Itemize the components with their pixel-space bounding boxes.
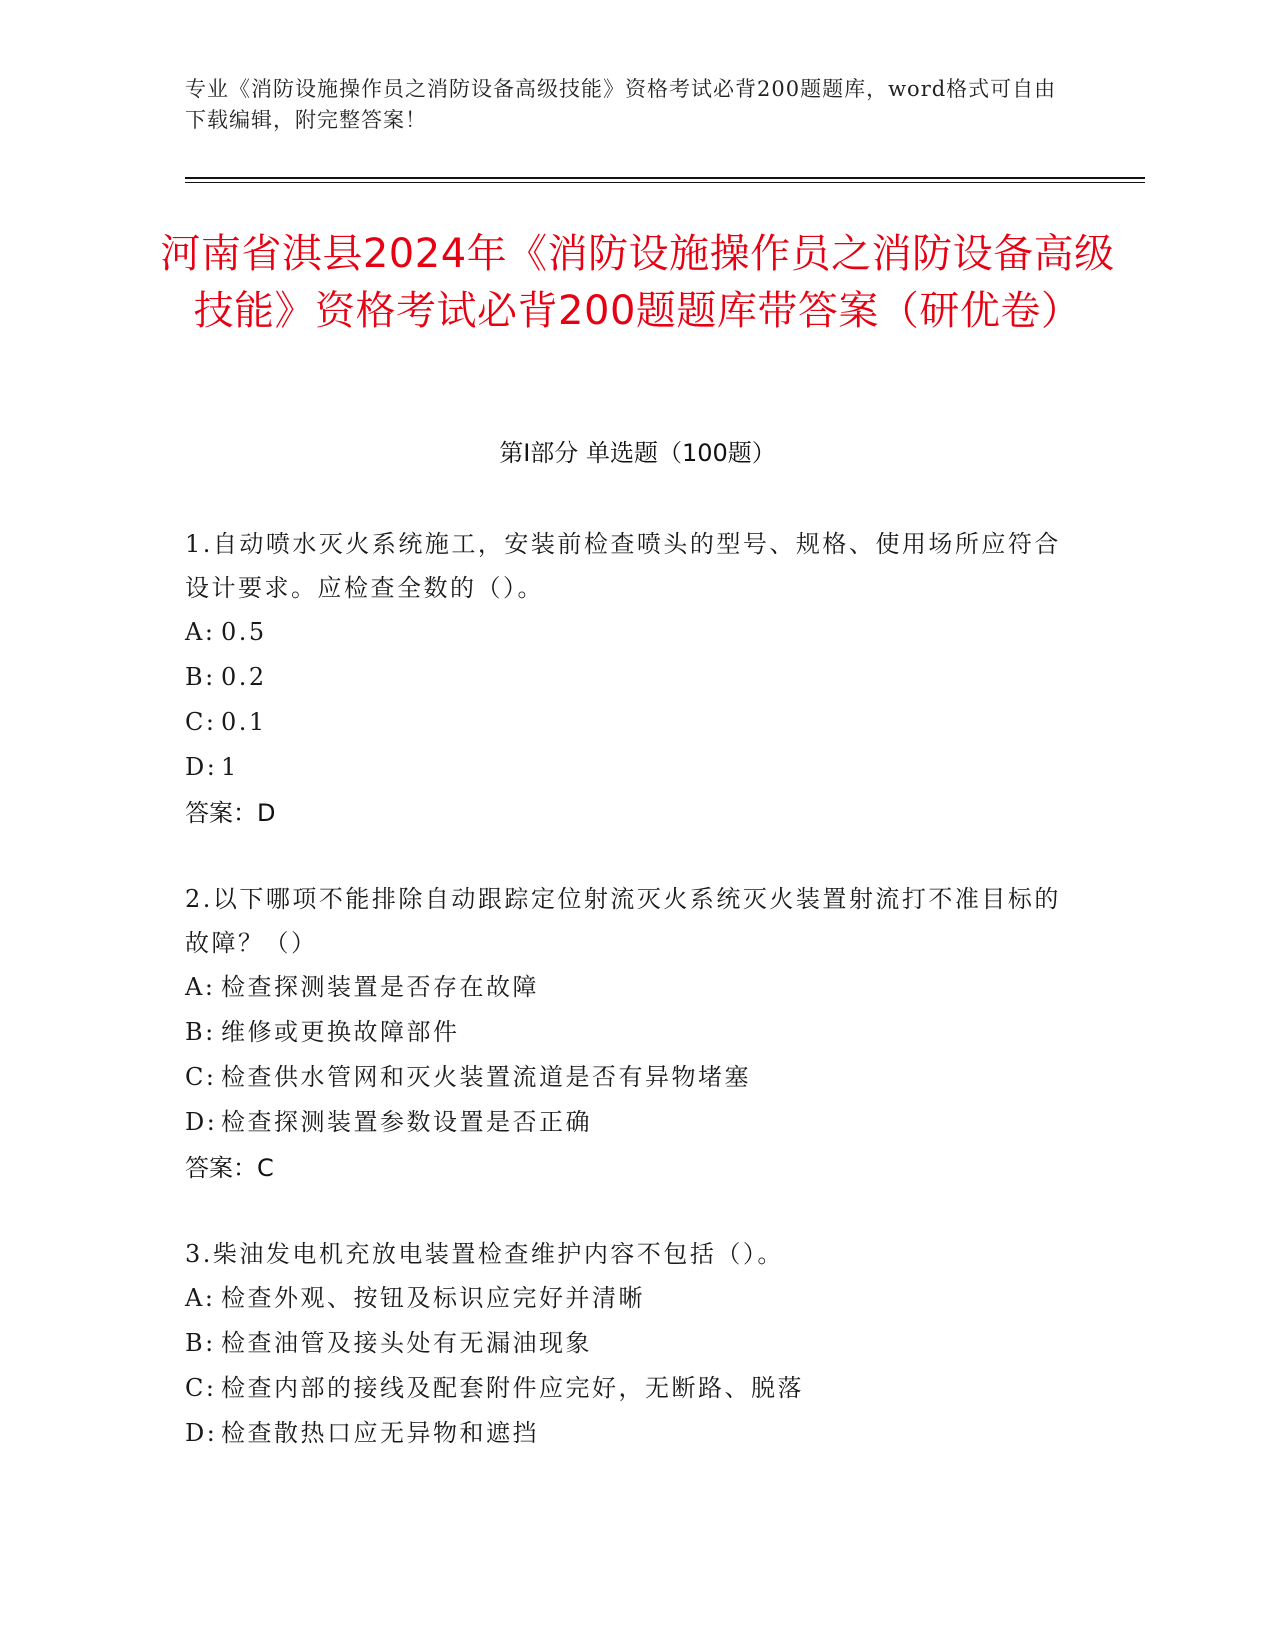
option-key: B: [185,1329,216,1357]
option-key: A: [185,618,216,646]
document-title: 河南省淇县2024年《消防设施操作员之消防设备高级技能》资格考试必背200题题库带答案（研优卷） [160,231,1115,334]
option-text: 0.5 [221,618,267,646]
option-key: B: [185,663,216,691]
option-key: D: [185,1108,218,1136]
option-text: 0.1 [221,708,267,736]
option-a [185,965,1065,1010]
option-key: C: [185,708,217,736]
header-note: 专业《消防设施操作员之消防设备高级技能》资格考试必背200题题库，word格式可自由下载编辑，附完整答案！ [185,77,1057,132]
answer-line: 答案：D [185,799,276,827]
option-text: 1 [221,753,239,781]
question-stem: 2.以下哪项不能排除自动跟踪定位射流灭火系统灭火装置射流打不准目标的故障？（） [185,885,1061,957]
question-1 [185,522,1065,836]
option-text: 检查散热口应无异物和遮挡 [221,1419,539,1447]
option-a [185,610,1065,655]
option-text: 检查探测装置是否存在故障 [221,973,539,1001]
answer-line: 答案：C [185,1154,274,1182]
question-stem: 1.自动喷水灭火系统施工，安装前检查喷头的型号、规格、使用场所应符合设计要求。应检查全数的（）。 [185,530,1061,602]
option-key: C: [185,1063,217,1091]
option-text: 检查内部的接线及配套附件应完好，无断路、脱落 [221,1374,804,1402]
option-text: 0.2 [221,663,267,691]
option-key: D: [185,1419,218,1447]
option-c [185,1055,1065,1100]
option-a [185,1276,1065,1321]
option-b [185,1321,1065,1366]
option-d [185,1411,1065,1456]
header-rule-thick [185,177,1145,179]
option-b [185,1010,1065,1055]
option-text: 检查供水管网和灭火装置流道是否有异物堵塞 [221,1063,751,1091]
option-key: D: [185,753,218,781]
question-list [185,522,1065,1497]
option-c [185,700,1065,745]
option-b [185,655,1065,700]
question-3 [185,1232,1065,1456]
option-text: 检查油管及接头处有无漏油现象 [221,1329,592,1357]
option-text: 维修或更换故障部件 [221,1018,460,1046]
question-stem: 3.柴油发电机充放电装置检查维护内容不包括（）。 [185,1240,784,1268]
option-key: A: [185,973,216,1001]
option-text: 检查探测装置参数设置是否正确 [221,1108,592,1136]
header-rule-thin [185,182,1145,183]
section-title: 第Ⅰ部分 单选题（100题） [499,439,776,467]
option-key: C: [185,1374,217,1402]
option-text: 检查外观、按钮及标识应完好并清晰 [221,1284,645,1312]
option-d [185,745,1065,790]
option-key: B: [185,1018,216,1046]
option-c [185,1366,1065,1411]
option-key: A: [185,1284,216,1312]
question-2 [185,877,1065,1191]
option-d [185,1100,1065,1145]
